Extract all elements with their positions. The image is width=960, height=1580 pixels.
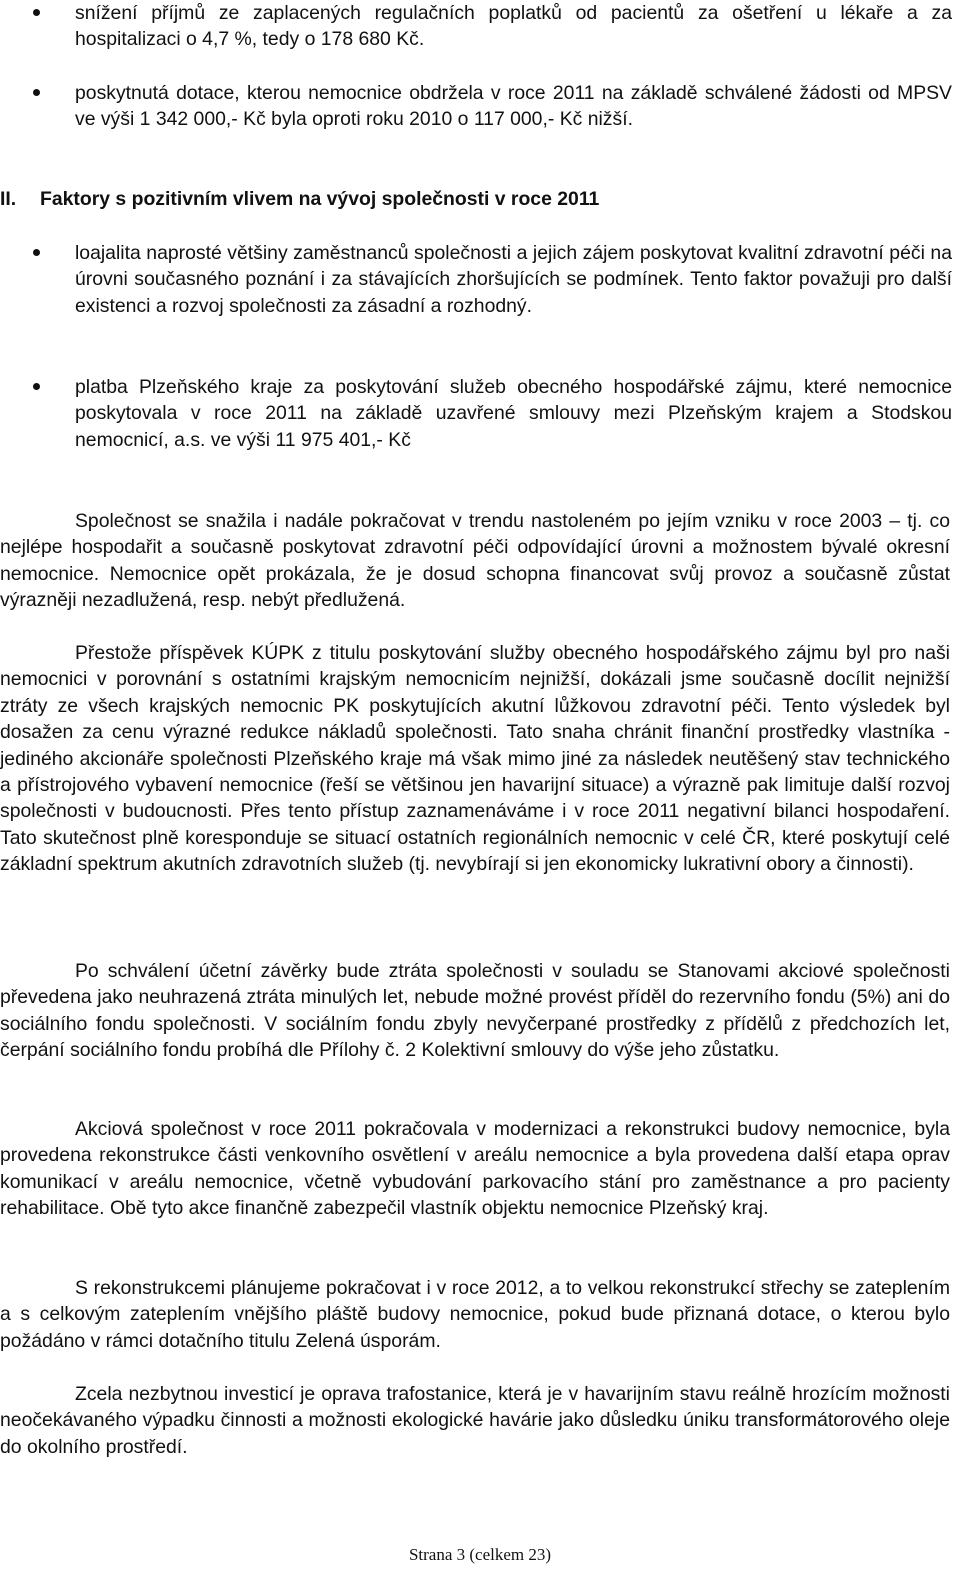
- paragraph-company-trend: Společnost se snažila i nadále pokračovat v trendu nastoleném po jejím vzniku v roce 2003 – tj. co nejlépe hospodařit a současně poskytovat zdravotní péči odpovídající úrovni a možnostem bývalé okresní nemocnice. Nemocnice opět prokázala, že je dosud schopna financovat svůj provoz a současně zůstat výrazněji nezadlužená, resp. nebýt předlužená.: [0, 510, 950, 612]
- bullet-icon: [33, 249, 40, 256]
- list-item-text: loajalita naprosté většiny zaměstnanců společnosti a jejich zájem poskytovat kvalitní zdravotní péči na úrovni současného poznání i za stávajících zhoršujících se podmínek. Tento faktor považuji pro další existenci a rozvoj společnosti za zásadní a rozhodný.: [75, 242, 952, 317]
- bullet-icon: [33, 89, 40, 96]
- paragraph-kupk-contribution: Přestože příspěvek KÚPK z titulu poskytování služby obecného hospodářského zájmu byl pro naši nemocnici v porovnání s ostatními krajským nemocnicím nejnižší, dokázali jsme současně docílit nejnižší ztráty ze všech krajských nemocnic PK poskytujících akutní lůžkovou zdravotní péči. Tento výsledek byl dosažen za cenu výrazné redukce nákladů společnosti. Tato snaha chránit finanční prostředky vlastníka - jediného akcionáře společnosti Plzeňského kraje má však mimo jiné za následek neutěšený stav technického a přístrojového vybavení nemocnice (řeší se většinou jen havarijní situace) a výrazně pak limituje další rozvoj společnosti v budoucnosti. Přes tento přístup zaznamenáváme i v roce 2011 negativní bilanci hospodaření. Tato skutečnost plně koresponduje se situací ostatních regionálních nemocnic v celé ČR, které poskytují celé základní spektrum akutních zdravotních služeb (tj. nevybírají si jen ekonomicky lukrativní obory a činnosti).: [0, 642, 950, 876]
- paragraph-loss-transfer: Po schválení účetní závěrky bude ztráta společnosti v souladu se Stanovami akciové společnosti převedena jako neuhrazená ztráta minulých let, nebude možné provést příděl do rezervního fondu (5%) ani do sociálního fondu společnosti. V sociálním fondu zbyly nevyčerpané prostředky z přídělů z předchozích let, čerpání sociálního fondu probíhá dle Přílohy č. 2 Kolektivní smlouvy do výše jeho zůstatku.: [0, 960, 950, 1062]
- list-item-text: poskytnutá dotace, kterou nemocnice obdržela v roce 2011 na základě schválené žádosti od MPSV ve výši 1 342 000,- Kč byla oproti roku 2010 o 117 000,- Kč nižší.: [75, 82, 952, 131]
- paragraph-transformer-repair: Zcela nezbytnou investicí je oprava trafostanice, která je v havarijním stavu reálně hrozícím možnosti neočekávaného výpadku činnosti a možnosti ekologické havárie jako důsledku úniku transformátorového oleje do okolního prostředí.: [0, 1383, 950, 1458]
- section-title: Faktory s pozitivním vlivem na vývoj společnosti v roce 2011: [40, 188, 600, 210]
- section-number: II.: [0, 188, 17, 210]
- list-item-text: snížení příjmů ze zaplacených regulačních poplatků od pacientů za ošetření u lékaře a za hospitalizaci o 4,7 %, tedy o 178 680 Kč.: [75, 2, 952, 51]
- page-number-footer: Strana 3 (celkem 23): [408, 1545, 552, 1564]
- bullet-icon: [33, 9, 40, 16]
- list-item-text: platba Plzeňského kraje za poskytování služeb obecného hospodářské zájmu, které nemocnice poskytovala v roce 2011 na základě uzavřené smlouvy mezi Plzeňským krajem a Stodskou nemocnicí, a.s. ve výši 11 975 401,- Kč: [75, 376, 952, 451]
- paragraph-reconstruction-plans: S rekonstrukcemi plánujeme pokračovat i v roce 2012, a to velkou rekonstrukcí střechy se zateplením a s celkovým zateplením vnějšího pláště budovy nemocnice, pokud bude přiznaná dotace, o kterou bylo požádáno v rámci dotačního titulu Zelená úsporám.: [0, 1277, 950, 1352]
- paragraph-modernization: Akciová společnost v roce 2011 pokračovala v modernizaci a rekonstrukci budovy nemocnice, byla provedena rekonstrukce části venkovního osvětlení v areálu nemocnice a byla provedena další etapa oprav komunikací v areálu nemocnice, včetně vybudování parkovacího stání pro zaměstnance a pro pacienty rehabilitace. Obě tyto akce finančně zabezpečil vlastník objektu nemocnice Plzeňský kraj.: [0, 1118, 950, 1220]
- bullet-icon: [33, 383, 40, 390]
